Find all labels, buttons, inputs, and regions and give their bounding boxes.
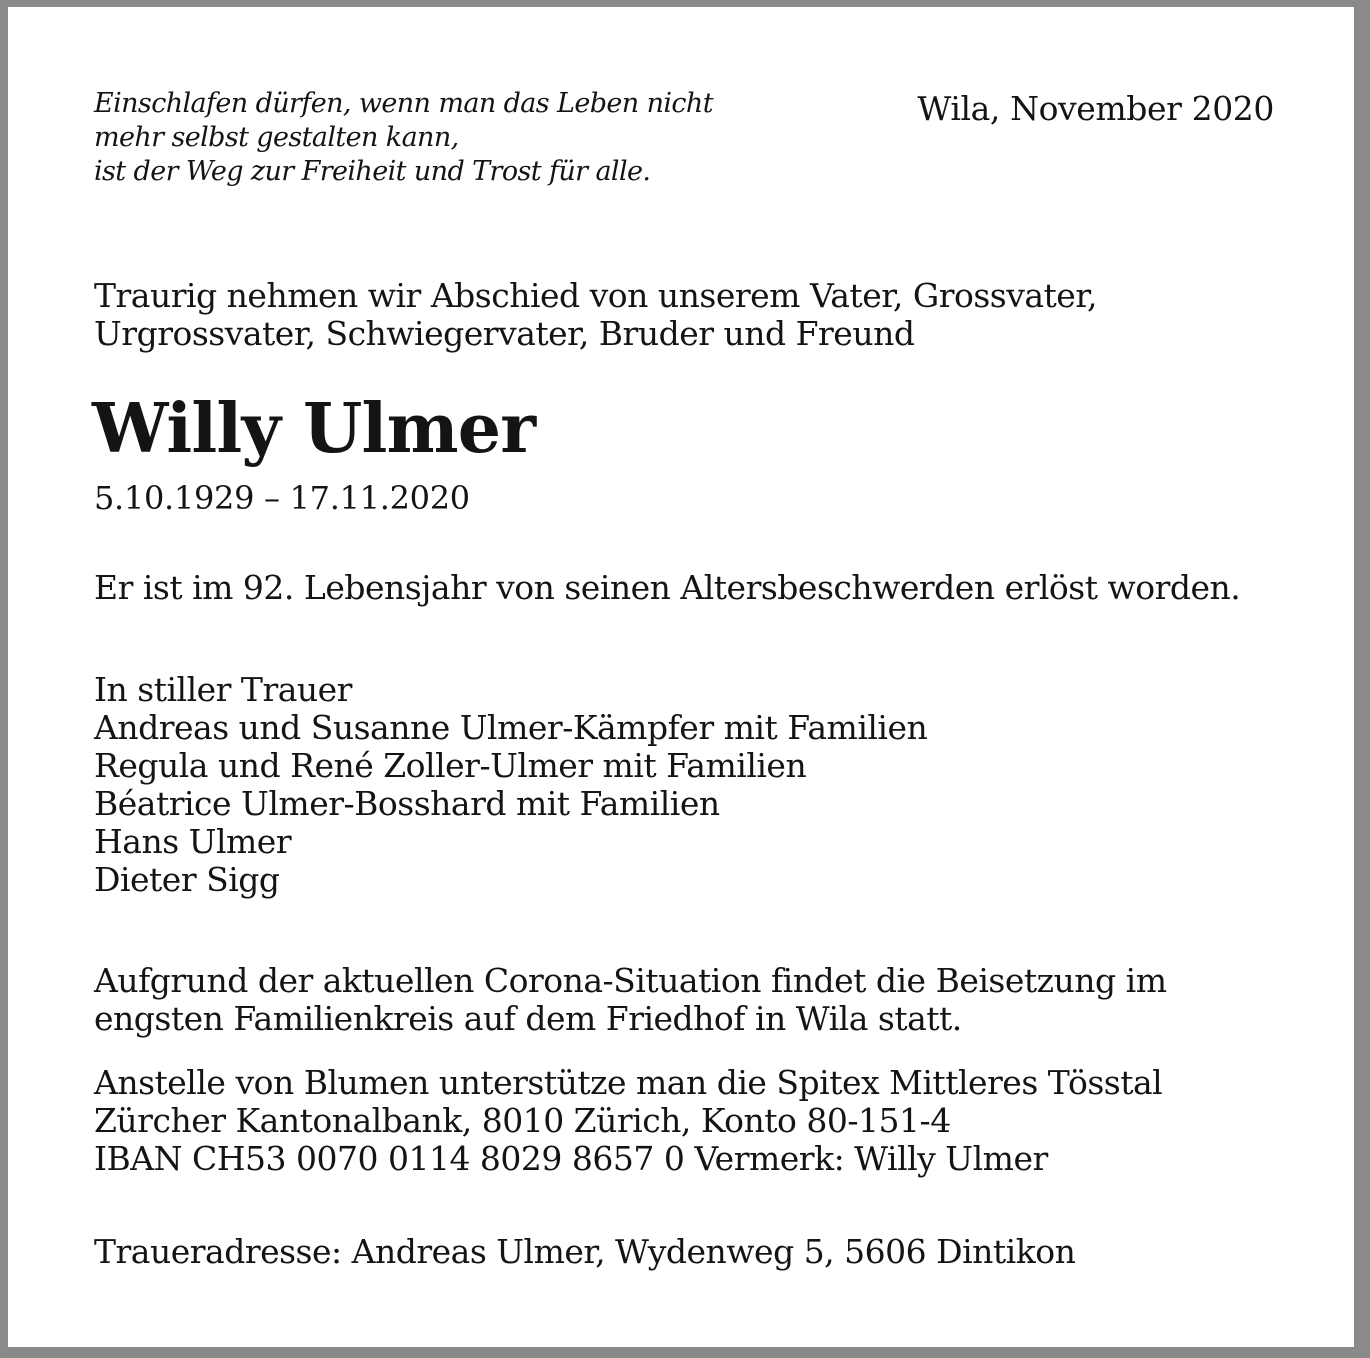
mourner-name: Regula und René Zoller-Ulmer mit Familien — [94, 746, 807, 785]
motto-line: Einschlafen dürfen, wenn man das Leben nicht — [94, 88, 713, 119]
motto-line: mehr selbst gestalten kann, — [94, 122, 459, 153]
motto-line: ist der Weg zur Freiheit und Trost für alle. — [94, 156, 651, 187]
place-date: Wila, November 2020 — [917, 89, 1274, 128]
funeral-notice — [94, 962, 1167, 1038]
funeral-line: Aufgrund der aktuellen Corona-Situation findet die Beisetzung im — [94, 961, 1167, 1000]
donation-line: IBAN CH53 0070 0114 8029 8657 0 Vermerk: Willy Ulmer — [94, 1139, 1048, 1178]
deceased-name: Willy Ulmer — [92, 389, 536, 469]
donation-line: Anstelle von Blumen unterstütze man die Spitex Mittleres Tösstal — [94, 1063, 1163, 1102]
intro-text — [94, 277, 1097, 353]
death-statement: Er ist im 92. Lebensjahr von seinen Altersbeschwerden erlöst worden. — [94, 568, 1241, 607]
donation-line: Zürcher Kantonalbank, 8010 Zürich, Konto 80-151-4 — [94, 1101, 951, 1140]
mourner-name: Dieter Sigg — [94, 860, 280, 899]
mourner-name: Andreas und Susanne Ulmer-Kämpfer mit Familien — [94, 708, 928, 747]
life-dates: 5.10.1929 – 17.11.2020 — [94, 479, 470, 517]
obituary-page — [8, 7, 1354, 1347]
mourners-list — [94, 671, 927, 899]
mourner-name: Béatrice Ulmer-Bosshard mit Familien — [94, 784, 720, 823]
donation-info — [94, 1064, 1162, 1178]
mourning-address: Traueradresse: Andreas Ulmer, Wydenweg 5, 5606 Dintikon — [94, 1232, 1076, 1271]
mourners-heading: In stiller Trauer — [94, 670, 352, 709]
intro-line: Urgrossvater, Schwiegervater, Bruder und Freund — [94, 314, 915, 353]
funeral-line: engsten Familienkreis auf dem Friedhof in Wila statt. — [94, 999, 962, 1038]
intro-line: Traurig nehmen wir Abschied von unserem Vater, Grossvater, — [94, 276, 1097, 315]
motto-quote — [94, 87, 814, 189]
mourner-name: Hans Ulmer — [94, 822, 292, 861]
